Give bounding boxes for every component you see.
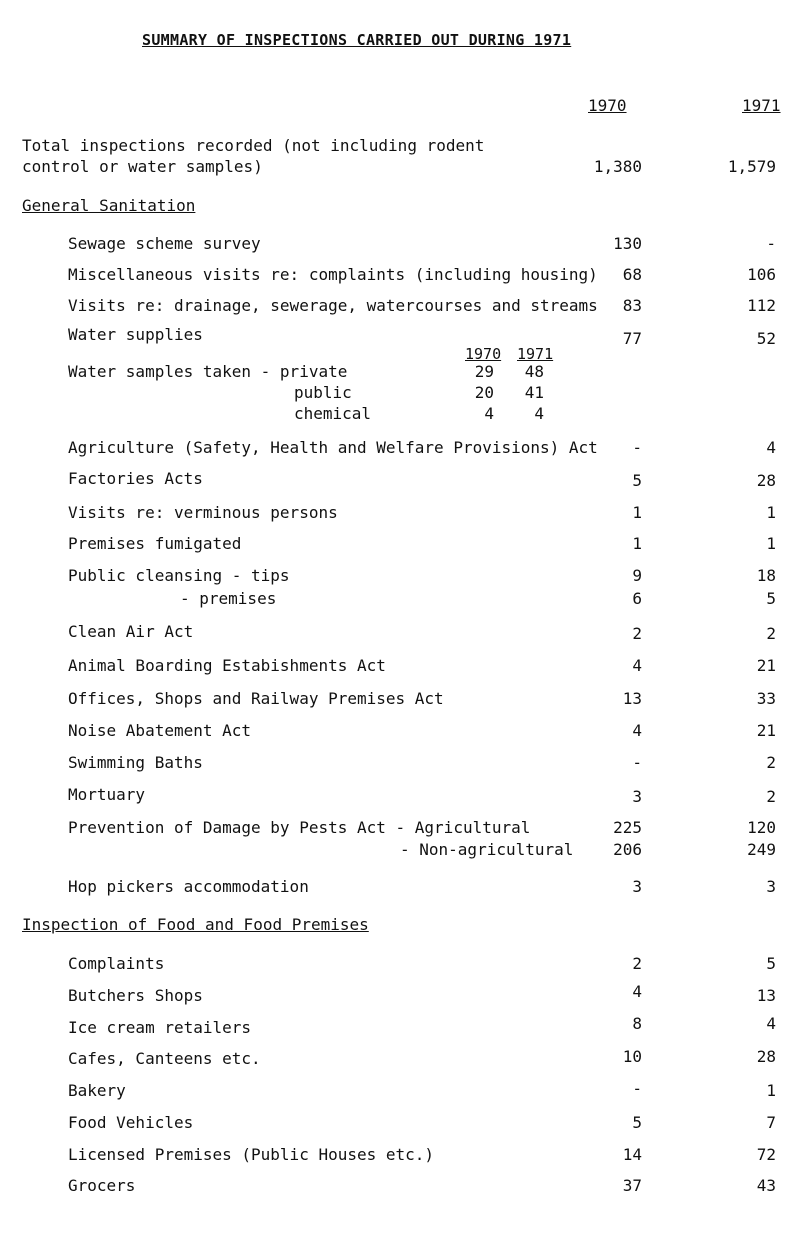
row-label: Grocers — [68, 1176, 136, 1195]
row-label: Hop pickers accommodation — [68, 877, 309, 896]
row-value-1970: 4 — [632, 656, 642, 675]
row-value-1971: 5 — [766, 589, 776, 608]
row-label: Licensed Premises (Public Houses etc.) — [68, 1145, 435, 1164]
row-label: Food Vehicles — [68, 1113, 194, 1132]
row-value-1970: 5 — [632, 1113, 642, 1132]
row-label: Agriculture (Safety, Health and Welfare Provisions) Act — [68, 438, 598, 457]
row-value-1971: 43 — [756, 1176, 776, 1195]
row-label: Miscellaneous visits re: complaints (including housing) — [68, 265, 598, 284]
water-public-1971: 41 — [524, 383, 544, 402]
row-value-1970: 9 — [632, 566, 642, 585]
row-value-1971: 1 — [766, 1081, 776, 1100]
row-value-1971: 72 — [756, 1145, 776, 1164]
row-value-1971: 28 — [756, 471, 776, 490]
row-value-1970: 5 — [632, 471, 642, 490]
water-public-1970: 20 — [474, 383, 494, 402]
row-value-1970: - — [632, 1079, 642, 1098]
row-value-1970: 2 — [632, 624, 642, 643]
row-value-1970: 6 — [632, 589, 642, 608]
row-value-1971: - — [766, 234, 776, 253]
row-value-1970: 10 — [622, 1047, 642, 1066]
row-label: Factories Acts — [68, 469, 203, 488]
row-value-1970: 77 — [622, 329, 642, 348]
row-label: Cafes, Canteens etc. — [68, 1049, 261, 1068]
row-label: - Non-agricultural — [400, 840, 574, 859]
water-chemical-label: chemical — [294, 404, 372, 423]
water-samples-header-1971: 1971 — [517, 345, 554, 363]
row-value-1970: 13 — [622, 689, 642, 708]
row-value-1971: 1 — [766, 503, 776, 522]
row-label: Complaints — [68, 954, 165, 973]
water-public-label: public — [294, 383, 352, 402]
row-value-1971: 2 — [766, 787, 776, 806]
row-label: Prevention of Damage by Pests Act - Agricultural — [68, 818, 531, 837]
row-value-1971: 3 — [766, 877, 776, 896]
row-value-1970: 1 — [632, 503, 642, 522]
row-label: Public cleansing - tips — [68, 566, 290, 585]
row-label: Mortuary — [68, 785, 146, 804]
row-value-1970: - — [632, 753, 642, 772]
total-value-1970: 1,380 — [593, 157, 642, 176]
row-value-1970: 37 — [622, 1176, 642, 1195]
row-label: - premises — [180, 589, 277, 608]
row-value-1970: - — [632, 438, 642, 457]
row-value-1970: 68 — [622, 265, 642, 284]
row-label: Premises fumigated — [68, 534, 242, 553]
row-label: Noise Abatement Act — [68, 721, 252, 740]
row-value-1971: 21 — [756, 656, 776, 675]
column-header-1971: 1971 — [742, 96, 781, 115]
column-header-1970: 1970 — [588, 96, 627, 115]
row-value-1971: 4 — [766, 1014, 776, 1033]
page-title: SUMMARY OF INSPECTIONS CARRIED OUT DURING 1971 — [142, 31, 572, 49]
row-label: Ice cream retailers — [68, 1018, 252, 1037]
row-value-1971: 21 — [756, 721, 776, 740]
water-private-1971: 48 — [524, 362, 544, 381]
row-value-1970: 14 — [622, 1145, 642, 1164]
row-value-1971: 13 — [756, 986, 776, 1005]
total-value-1971: 1,579 — [727, 157, 776, 176]
row-label: Bakery — [68, 1081, 126, 1100]
row-value-1970: 130 — [613, 234, 642, 253]
water-chemical-1971: 4 — [534, 404, 544, 423]
row-value-1971: 33 — [756, 689, 776, 708]
row-label: Butchers Shops — [68, 986, 203, 1005]
row-value-1970: 3 — [632, 787, 642, 806]
row-value-1971: 2 — [766, 753, 776, 772]
row-value-1971: 249 — [747, 840, 776, 859]
row-value-1971: 2 — [766, 624, 776, 643]
row-value-1970: 3 — [632, 877, 642, 896]
row-value-1971: 28 — [756, 1047, 776, 1066]
water-chemical-1970: 4 — [484, 404, 494, 423]
row-value-1970: 4 — [632, 982, 642, 1001]
water-private-1970: 29 — [474, 362, 494, 381]
row-label: Offices, Shops and Railway Premises Act — [68, 689, 444, 708]
row-value-1971: 52 — [756, 329, 776, 348]
total-label-line1: Total inspections recorded (not including rodent — [22, 136, 485, 155]
row-value-1971: 112 — [747, 296, 776, 315]
row-label: Animal Boarding Estabishments Act — [68, 656, 386, 675]
food-heading: Inspection of Food and Food Premises — [22, 915, 369, 934]
row-value-1970: 2 — [632, 954, 642, 973]
row-value-1970: 1 — [632, 534, 642, 553]
row-label: Clean Air Act — [68, 622, 194, 641]
water-samples-header-1970: 1970 — [465, 345, 502, 363]
general-sanitation-heading: General Sanitation — [22, 196, 196, 215]
row-label: Water supplies — [68, 325, 203, 344]
total-label-line2: control or water samples) — [22, 157, 263, 176]
row-label: Sewage scheme survey — [68, 234, 261, 253]
row-value-1970: 4 — [632, 721, 642, 740]
row-label: Swimming Baths — [68, 753, 203, 772]
row-value-1970: 83 — [622, 296, 642, 315]
row-value-1970: 206 — [613, 840, 642, 859]
row-value-1971: 4 — [766, 438, 776, 457]
row-value-1971: 18 — [756, 566, 776, 585]
row-value-1971: 106 — [747, 265, 776, 284]
row-value-1971: 120 — [747, 818, 776, 837]
row-value-1971: 5 — [766, 954, 776, 973]
row-value-1970: 225 — [613, 818, 642, 837]
row-value-1971: 1 — [766, 534, 776, 553]
row-label: Visits re: verminous persons — [68, 503, 338, 522]
row-value-1971: 7 — [766, 1113, 776, 1132]
row-label: Visits re: drainage, sewerage, watercourses and streams — [68, 296, 598, 315]
row-value-1970: 8 — [632, 1014, 642, 1033]
water-samples-label: Water samples taken - private — [68, 362, 348, 381]
